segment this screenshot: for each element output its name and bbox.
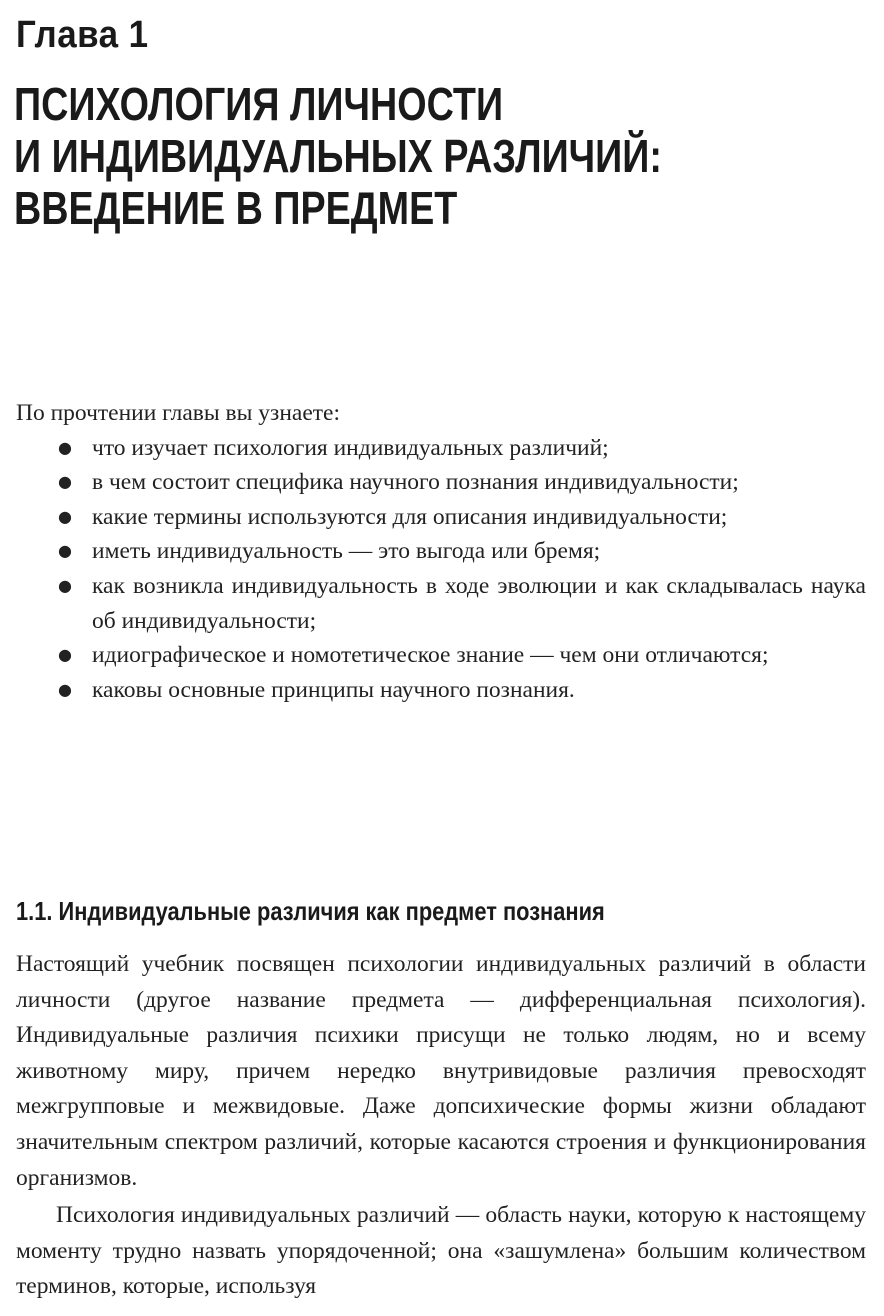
bullet-icon: ● bbox=[58, 472, 72, 492]
list-item bbox=[16, 638, 866, 673]
section-heading: 1.1. Индивидуальные различия как предмет познания bbox=[16, 896, 605, 926]
chapter-title bbox=[14, 78, 719, 234]
list-item bbox=[16, 500, 866, 535]
chapter-title-line: И ИНДИВИДУАЛЬНЫХ РАЗЛИЧИЙ: bbox=[14, 130, 662, 182]
body-paragraph: Психология индивидуальных различий — область науки, которую к настоящему моменту трудно назвать упорядоченной; она «зашумлена» большим количеством терминов, которые, используя bbox=[16, 1202, 866, 1300]
chapter-objectives bbox=[16, 396, 866, 707]
list-item-text: как возникла индивидуальность в ходе эволюции и как складывалась наука об индивидуальности; bbox=[92, 572, 866, 634]
chapter-label: Глава 1 bbox=[16, 14, 149, 56]
list-item-text: идиографическое и номотетическое знание — чем они отличаются; bbox=[92, 642, 769, 669]
list-item-text: какие термины используются для описания индивидуальности; bbox=[92, 503, 728, 530]
bullet-icon: ● bbox=[58, 645, 72, 665]
list-item bbox=[16, 465, 866, 500]
bullet-icon: ● bbox=[58, 437, 72, 457]
list-item-text: иметь индивидуальность — это выгода или бремя; bbox=[92, 538, 601, 565]
list-item bbox=[16, 431, 866, 466]
bullet-icon: ● bbox=[58, 575, 72, 595]
body-paragraph: Настоящий учебник посвящен психологии индивидуальных различий в области личности (другое название предмета — дифференциальная психология). Индивидуальные различия психики присущи не только людям, но и всему животному миру, причем нередко внутривидовые различия превосходят межгрупповые и межвидовые. Даже допсихические формы жизни обладают значительным спектром различий, которые касаются строения и функционирования организмов. bbox=[16, 951, 866, 1191]
bullet-icon: ● bbox=[58, 541, 72, 561]
section-body bbox=[16, 947, 866, 1305]
list-item-text: в чем состоит специфика научного познания индивидуальности; bbox=[92, 469, 739, 496]
objectives-list bbox=[16, 431, 866, 708]
list-item bbox=[16, 673, 866, 708]
list-item bbox=[16, 569, 866, 638]
chapter-title-line: ПСИХОЛОГИЯ ЛИЧНОСТИ bbox=[14, 78, 504, 130]
list-item bbox=[16, 534, 866, 569]
bullet-icon: ● bbox=[58, 679, 72, 699]
objectives-lead: По прочтении главы вы узнаете: bbox=[16, 400, 341, 426]
list-item-text: что изучает психология индивидуальных различий; bbox=[92, 434, 609, 461]
bullet-icon: ● bbox=[58, 506, 72, 526]
list-item-text: каковы основные принципы научного познания. bbox=[92, 676, 575, 703]
chapter-title-line: ВВЕДЕНИЕ В ПРЕДМЕТ bbox=[14, 182, 458, 234]
